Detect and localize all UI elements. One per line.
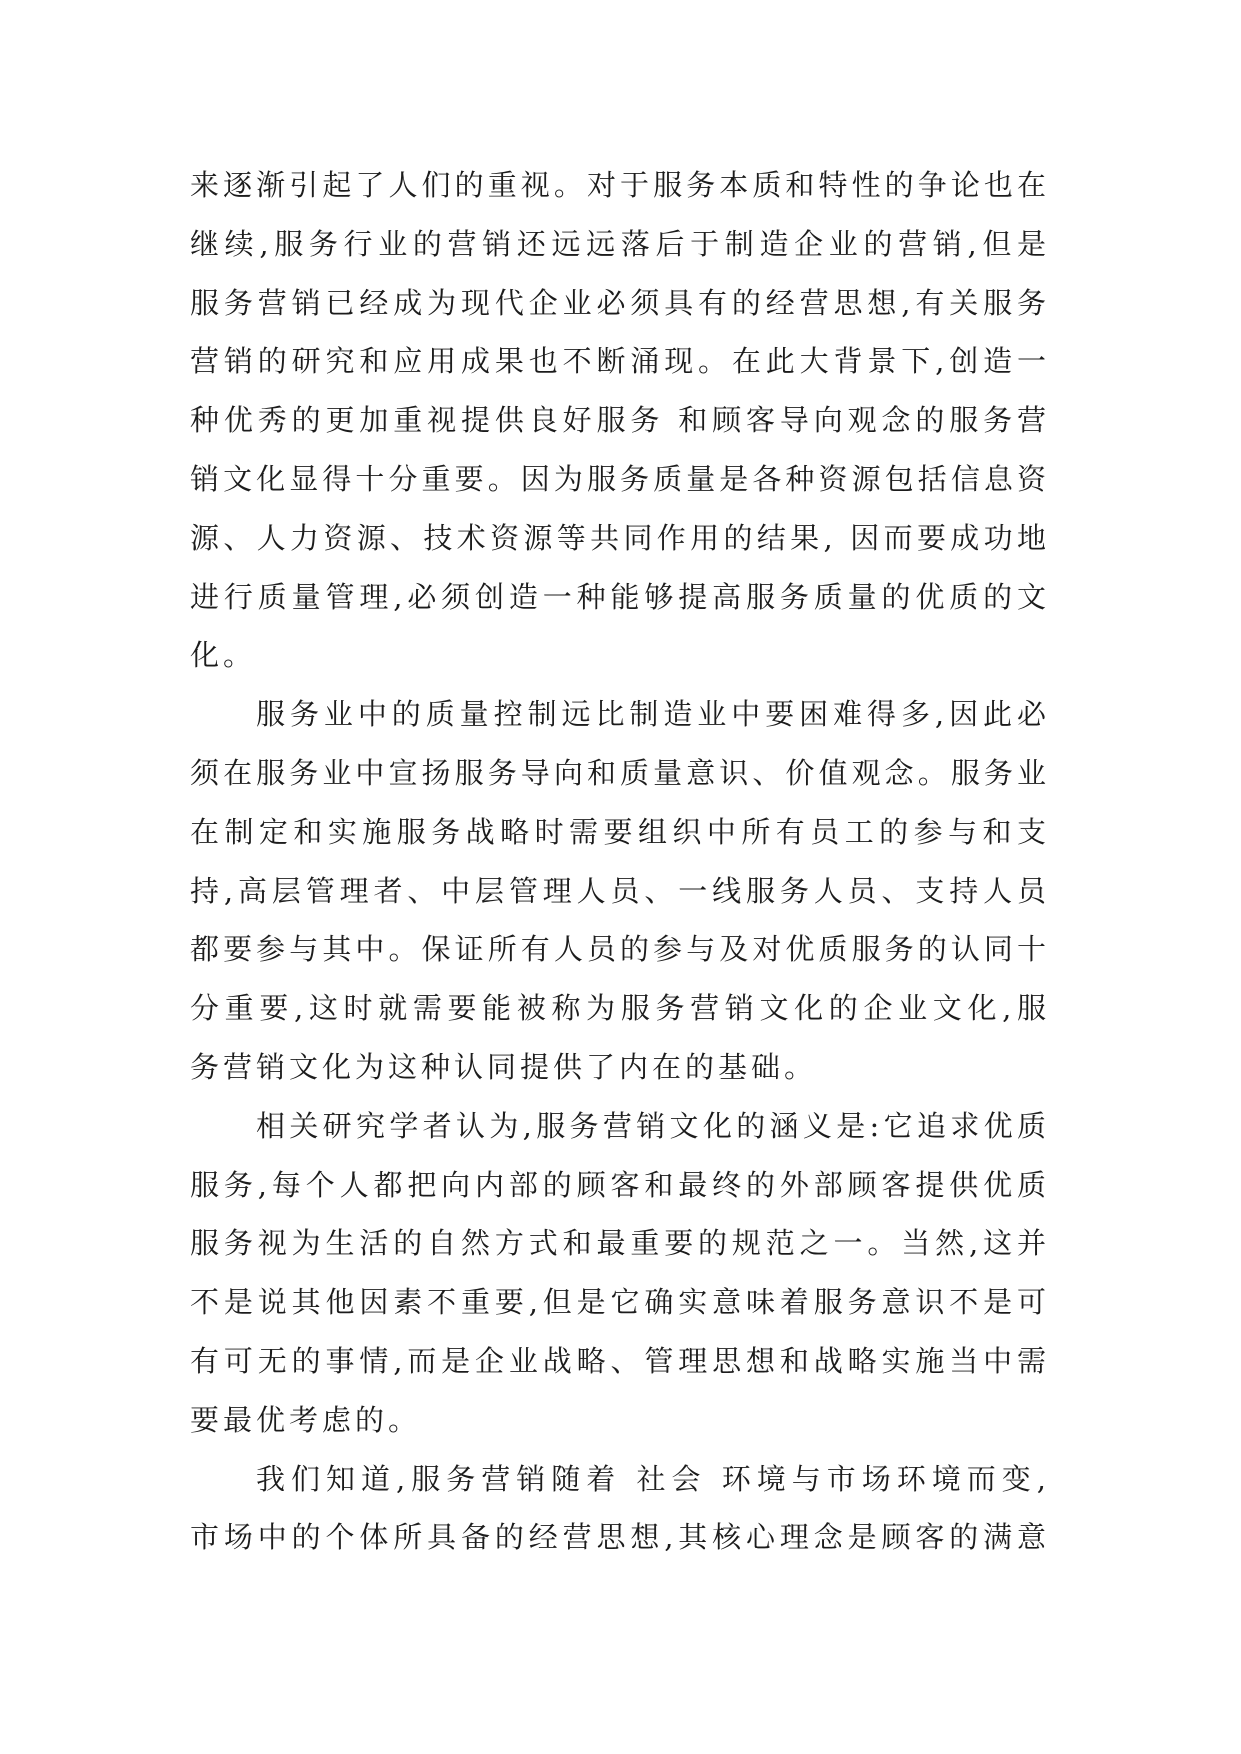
text-line: 服务视为生活的自然方式和最重要的规范之一。当然,这并 — [190, 1226, 1050, 1261]
text-line: 来逐渐引起了人们的重视。对于服务本质和特性的争论也在 — [190, 168, 1050, 202]
paragraph-4 — [190, 1450, 1050, 1568]
text-line: 相关研究学者认为,服务营销文化的涵义是:它追求优质 — [256, 1108, 1050, 1143]
text-line: 化。 — [190, 638, 257, 673]
body-text — [190, 156, 1050, 1567]
text-line: 分重要,这时就需要能被称为服务营销文化的企业文化,服 — [190, 991, 1050, 1026]
text-line: 务营销文化为这种认同提供了内在的基础。 — [190, 1049, 818, 1084]
text-line: 继续,服务行业的营销还远远落后于制造企业的营销,但是 — [190, 226, 1050, 261]
text-line: 营销的研究和应用成果也不断涌现。在此大背景下,创造一 — [190, 344, 1050, 379]
text-line: 服务营销已经成为现代企业必须具有的经营思想,有关服务 — [190, 285, 1050, 320]
text-line: 进行质量管理,必须创造一种能够提高服务质量的优质的文 — [190, 579, 1050, 614]
text-line: 有可无的事情,而是企业战略、管理思想和战略实施当中需 — [190, 1343, 1050, 1378]
text-line: 持,高层管理者、中层管理人员、一线服务人员、支持人员 — [190, 873, 1050, 908]
paragraph-2 — [190, 685, 1050, 1097]
text-line: 源、人力资源、技术资源等共同作用的结果, 因而要成功地 — [190, 520, 1050, 555]
text-line: 要最优考虑的。 — [190, 1402, 422, 1437]
text-line: 都要参与其中。保证所有人员的参与及对优质服务的认同十 — [190, 932, 1050, 967]
text-line: 种优秀的更加重视提供良好服务 和顾客导向观念的服务营 — [190, 403, 1050, 438]
text-line: 在制定和实施服务战略时需要组织中所有员工的参与和支 — [190, 814, 1050, 849]
text-line: 不是说其他因素不重要,但是它确实意味着服务意识不是可 — [190, 1285, 1050, 1320]
text-line: 销文化显得十分重要。因为服务质量是各种资源包括信息资 — [190, 461, 1050, 496]
paragraph-1 — [190, 156, 1050, 685]
text-line: 我们知道,服务营销随着 社会 环境与市场环境而变, — [256, 1461, 1050, 1496]
text-line: 市场中的个体所具备的经营思想,其核心理念是顾客的满意 — [190, 1520, 1050, 1555]
text-line: 服务业中的质量控制远比制造业中要困难得多,因此必 — [256, 697, 1050, 732]
paragraph-3 — [190, 1097, 1050, 1450]
text-line: 服务,每个人都把向内部的顾客和最终的外部顾客提供优质 — [190, 1167, 1050, 1202]
text-line: 须在服务业中宣扬服务导向和质量意识、价值观念。服务业 — [190, 755, 1050, 790]
